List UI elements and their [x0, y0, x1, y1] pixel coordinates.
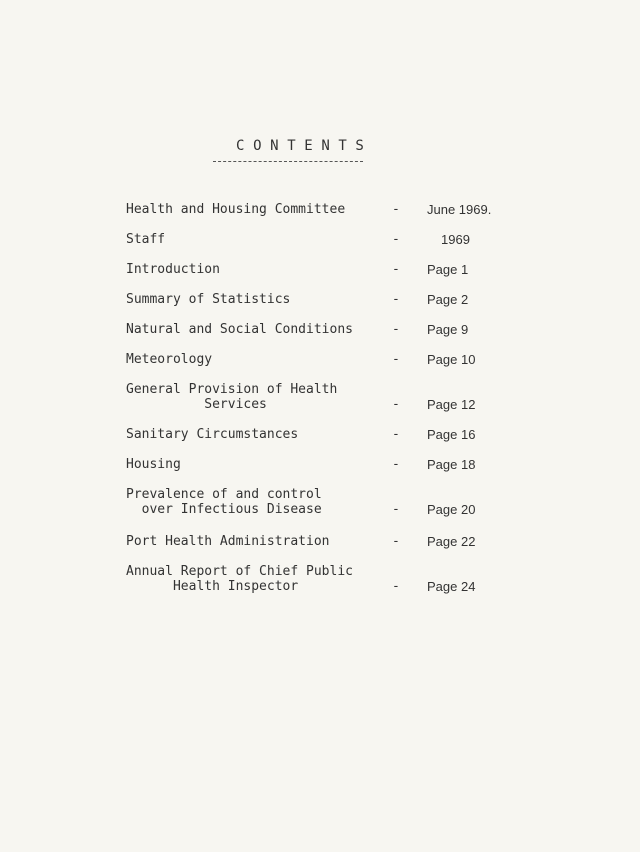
entry-page-ref: Page 20 [427, 502, 476, 517]
entry-dash: - [392, 352, 400, 367]
entry-page-ref: June 1969. [427, 202, 492, 217]
entry-dash: - [392, 534, 400, 549]
entry-dash: - [392, 202, 400, 217]
entry-dash: - [392, 502, 400, 517]
entry-page-ref: Page 12 [427, 397, 476, 412]
entry-page-ref: Page 2 [427, 292, 469, 307]
entry-page-ref: Page 18 [427, 457, 476, 472]
entry-dash: - [392, 292, 400, 307]
entry-dash: - [392, 232, 400, 247]
entry-page-ref: Page 24 [427, 579, 476, 594]
entry-label: Annual Report of Chief Public Health Inspector [126, 564, 353, 594]
entry-label: Health and Housing Committee [126, 202, 346, 217]
entry-dash: - [392, 262, 400, 277]
entry-dash: - [392, 397, 400, 412]
entry-label: Natural and Social Conditions [126, 322, 353, 337]
entry-label: Summary of Statistics [126, 292, 291, 307]
title-underline [213, 161, 363, 162]
entry-page-ref: 1969 [441, 232, 470, 247]
entry-dash: - [392, 322, 400, 337]
entry-page-ref: Page 9 [427, 322, 469, 337]
entry-dash: - [392, 579, 400, 594]
entry-label: Introduction [126, 262, 220, 277]
entry-label: Housing [126, 457, 181, 472]
entry-label: Sanitary Circumstances [126, 427, 299, 442]
entry-page-ref: Page 16 [427, 427, 476, 442]
entry-label: Staff [126, 232, 166, 247]
entry-page-ref: Page 10 [427, 352, 476, 367]
contents-title: C O N T E N T S [236, 138, 364, 154]
entry-page-ref: Page 22 [427, 534, 476, 549]
entry-label: Port Health Administration [126, 534, 330, 549]
entry-page-ref: Page 1 [427, 262, 469, 277]
entry-label: General Provision of Health Services [126, 382, 338, 412]
entry-label: Prevalence of and control over Infectious Disease [126, 487, 322, 517]
entry-dash: - [392, 457, 400, 472]
entry-label: Meteorology [126, 352, 213, 367]
entry-dash: - [392, 427, 400, 442]
